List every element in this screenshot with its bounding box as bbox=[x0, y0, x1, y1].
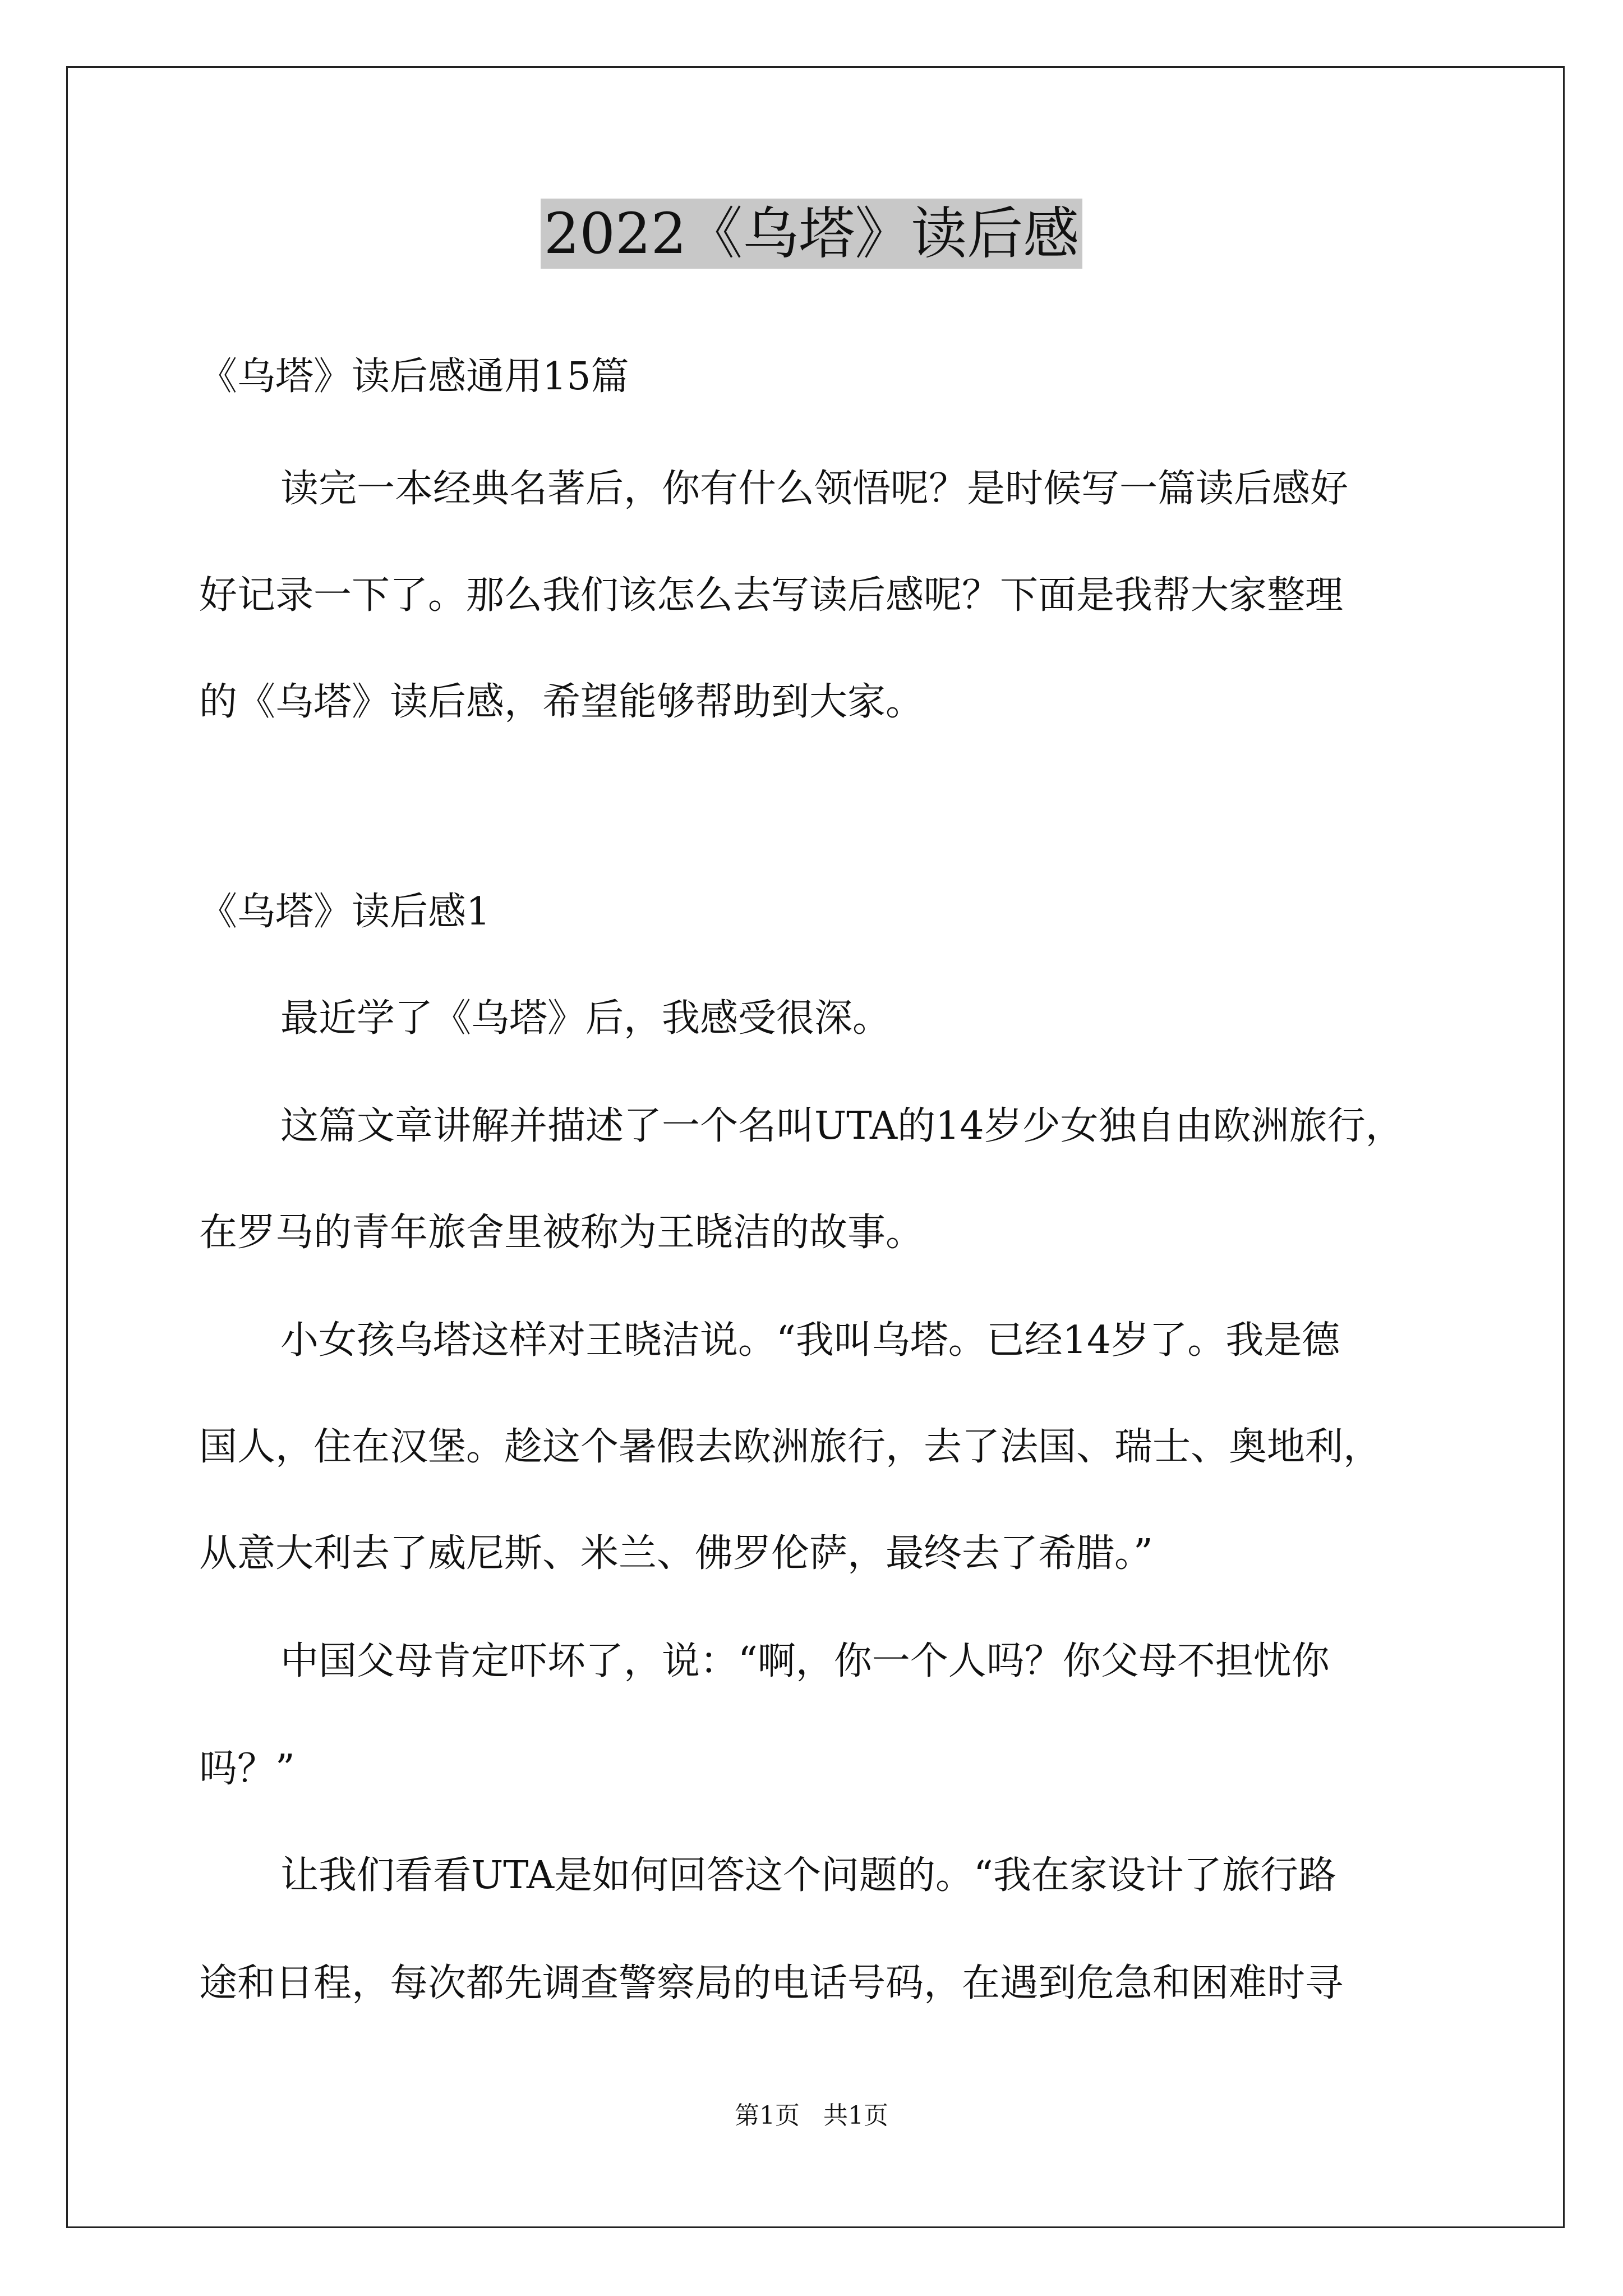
body-line: 小女孩乌塔这样对王晓洁说。“我叫乌塔。已经14岁了。我是德 bbox=[280, 1318, 1340, 1363]
body-line: 让我们看看UTA是如何回答这个问题的。“我在家设计了旅行路 bbox=[280, 1853, 1336, 1898]
intro-line: 好记录一下了。那么我们该怎么去写读后感呢？下面是我帮大家整理 bbox=[199, 573, 1344, 618]
body-line: 这篇文章讲解并描述了一个名叫UTA的14岁少女独自由欧洲旅行， bbox=[280, 1104, 1404, 1148]
intro-line: 的《乌塔》读后感，希望能够帮助到大家。 bbox=[199, 680, 924, 724]
section-heading: 《乌塔》读后感1 bbox=[199, 890, 491, 934]
intro-line: 读完一本经典名著后，你有什么领悟呢？是时候写一篇读后感好 bbox=[280, 467, 1349, 511]
document-subtitle: 《乌塔》读后感通用15篇 bbox=[199, 355, 629, 399]
body-line: 在罗马的青年旅舍里被称为王晓洁的故事。 bbox=[199, 1211, 924, 1255]
body-line: 最近学了《乌塔》后，我感受很深。 bbox=[280, 996, 891, 1041]
body-line: 中国父母肯定吓坏了，说：“啊，你一个人吗？你父母不担忧你 bbox=[280, 1639, 1330, 1683]
page-footer: 第1页 共1页 bbox=[735, 2101, 888, 2130]
body-line: 国人，住在汉堡。趁这个暑假去欧洲旅行，去了法国、瑞士、奥地利， bbox=[199, 1425, 1382, 1469]
body-line: 吗？” bbox=[199, 1747, 295, 1791]
body-line: 从意大利去了威尼斯、米兰、佛罗伦萨，最终去了希腊。” bbox=[199, 1531, 1153, 1576]
document-title-text: 2022《乌塔》读后感 bbox=[541, 199, 1083, 269]
document-title bbox=[0, 192, 1623, 276]
body-line: 途和日程，每次都先调查警察局的电话号码，在遇到危急和困难时寻 bbox=[199, 1961, 1344, 2005]
